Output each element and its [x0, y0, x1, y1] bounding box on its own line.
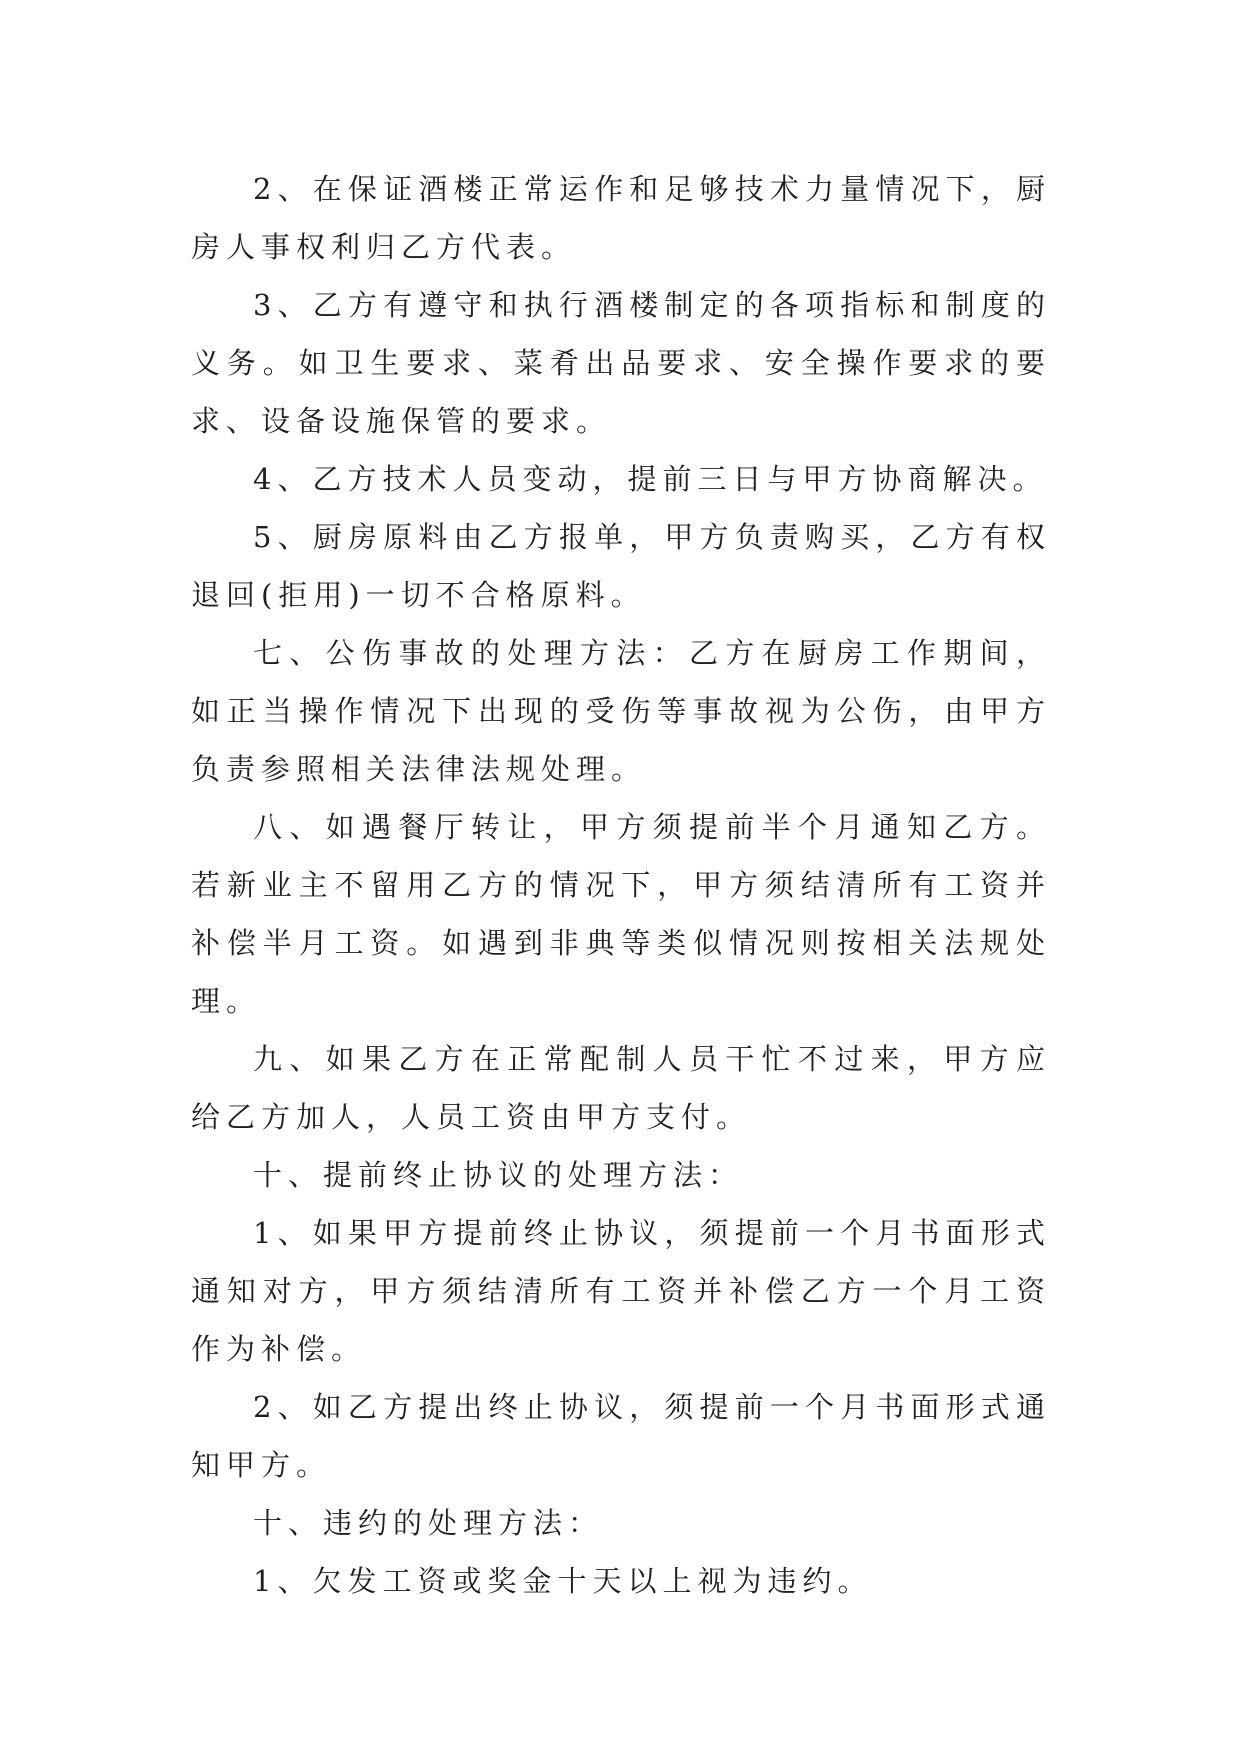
paragraph-item-2: 2、在保证酒楼正常运作和足够技术力量情况下，厨房人事权利归乙方代表。: [191, 172, 1051, 264]
paragraph-section-7: 七、公伤事故的处理方法：乙方在厨房工作期间，如正当操作情况下出现的受伤等事故视为公伤，由甲方负责参照相关法律法规处理。: [191, 636, 1051, 786]
paragraph-termination-2: 2、如乙方提出终止协议，须提前一个月书面形式通知甲方。: [191, 1390, 1051, 1482]
paragraph-item-3: 3、乙方有遵守和执行酒楼制定的各项指标和制度的义务。如卫生要求、菜肴出品要求、安全操作要求的要求、设备设施保管的要求。: [191, 288, 1051, 438]
paragraph-item-5: 5、厨房原料由乙方报单，甲方负责购买，乙方有权退回(拒用)一切不合格原料。: [191, 520, 1051, 612]
paragraph-section-9: 九、如果乙方在正常配制人员干忙不过来，甲方应给乙方加人，人员工资由甲方支付。: [191, 1042, 1051, 1134]
paragraph-section-8: 八、如遇餐厅转让，甲方须提前半个月通知乙方。若新业主不留用乙方的情况下，甲方须结清所有工资并补偿半月工资。如遇到非典等类似情况则按相关法规处理。: [191, 810, 1051, 1018]
document-body: [191, 160, 1051, 1610]
paragraph-breach-heading: 十、违约的处理方法：: [253, 1506, 604, 1540]
paragraph-section-10-heading: 十、提前终止协议的处理方法：: [253, 1158, 744, 1192]
paragraph-breach-1: 1、欠发工资或奖金十天以上视为违约。: [253, 1564, 873, 1598]
paragraph-item-4: 4、乙方技术人员变动，提前三日与甲方协商解决。: [253, 462, 1048, 496]
paragraph-termination-1: 1、如果甲方提前终止协议，须提前一个月书面形式通知对方，甲方须结清所有工资并补偿乙方一个月工资作为补偿。: [191, 1216, 1051, 1366]
